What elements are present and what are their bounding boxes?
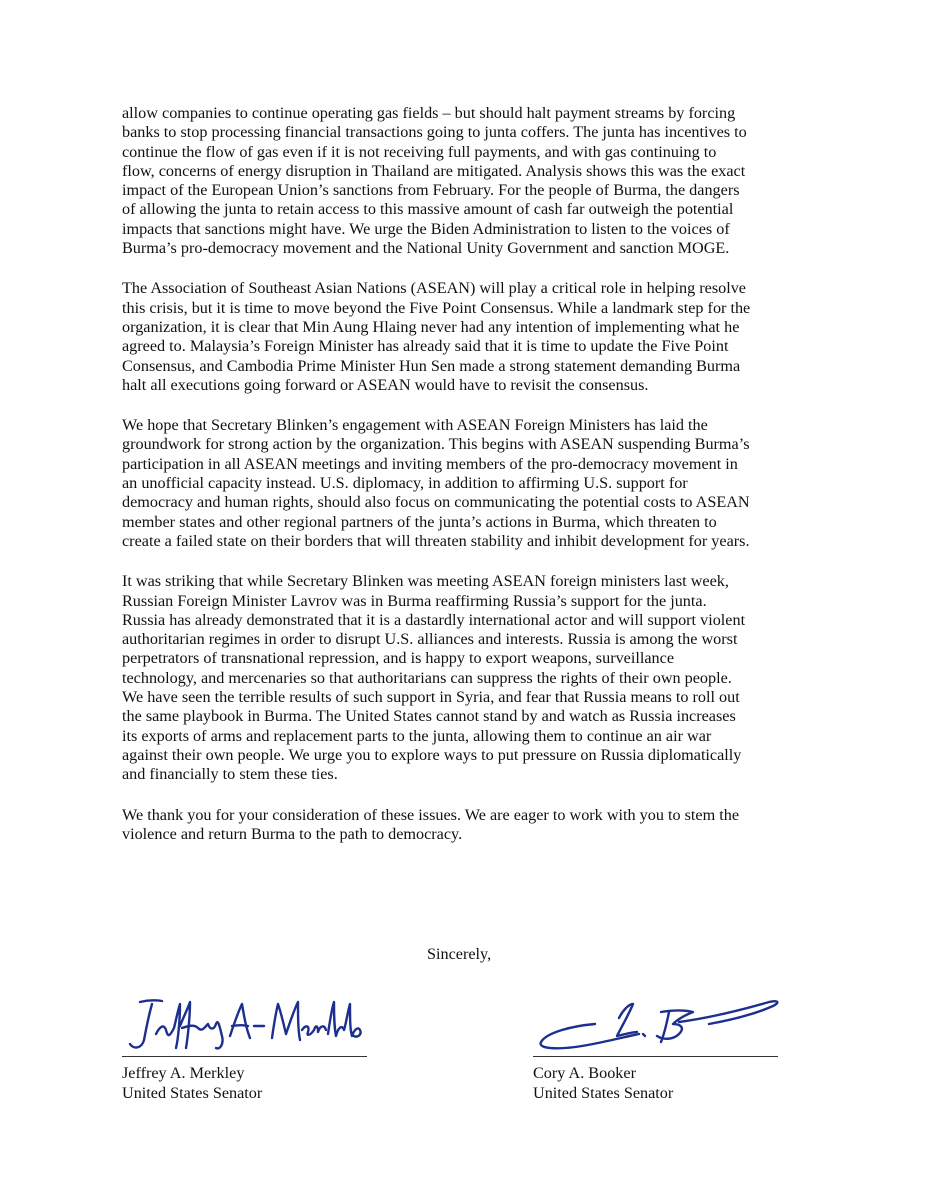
signer-name-booker: Cory A. Booker — [533, 1064, 636, 1082]
signer-name-merkley: Jeffrey A. Merkley — [122, 1064, 245, 1082]
letter-body — [122, 104, 822, 865]
signature-line-merkley — [122, 1056, 367, 1057]
paragraph-blinken-engagement: We hope that Secretary Blinken’s engagement with ASEAN Foreign Ministers has laid the groundwork for strong action by the organization. This begins with ASEAN suspending Burma’s participation in all ASEAN meetings and inviting members of the pro-democracy movement in an unofficial capacity instead. U.S. diplomacy, in addition to affirming U.S. support for democracy and human rights, should also focus on communicating the potential costs to ASEAN member states and other regional partners of the junta’s actions in Burma, which threaten to create a failed state on their borders that will threaten stability and inhibit development for years. — [122, 416, 750, 550]
handwritten-signature-merkley — [122, 990, 372, 1056]
signer-title-booker: United States Senator — [533, 1084, 674, 1102]
paragraph-asean-consensus: The Association of Southeast Asian Nations (ASEAN) will play a critical role in helping resolve this crisis, but it is time to move beyond the Five Point Consensus. While a landmark step for the organization, it is clear that Min Aung Hlaing never had any intention of implementing what he agreed to. Malaysia’s Foreign Minister has already said that it is time to update the Five Point Consensus, and Cambodia Prime Minister Hun Sen made a strong statement demanding Burma halt all executions going forward or ASEAN would have to revisit the consensus. — [122, 279, 751, 394]
paragraph-sanctions-moge: allow companies to continue operating gas fields – but should halt payment streams by forcing banks to stop processing financial transactions going to junta coffers. The junta has incentives to continue the flow of gas even if it is not receiving full payments, and with gas continuing to flow, concerns of energy disruption in Thailand are mitigated. Analysis shows this was the exact impact of the European Union’s sanctions from February. For the people of Burma, the dangers of allowing the junta to retain access to this massive amount of cash far outweigh the potential impacts that sanctions might have. We urge the Biden Administration to listen to the voices of Burma’s pro-democracy movement and the National Unity Government and sanction MOGE. — [122, 104, 747, 258]
paragraph-thanks: We thank you for your consideration of these issues. We are eager to work with you to stem the violence and return Burma to the path to democracy. — [122, 805, 740, 843]
signer-title-merkley: United States Senator — [122, 1084, 263, 1102]
signature-line-booker — [533, 1056, 778, 1057]
paragraph-russia-support: It was striking that while Secretary Blinken was meeting ASEAN foreign ministers last week, Russian Foreign Minister Lavrov was in Burma reaffirming Russia’s support for the junta. Russia has already demonstrated that it is a dastardly international actor and will support violent authoritarian regimes in order to disrupt U.S. alliances and interests. Russia is among the worst perpetrators of transnational repression, and is happy to export weapons, surveillance technology, and mercenaries so that authoritarians can suppress the rights of their own people. We have seen the terrible results of such support in Syria, and fear that Russia means to roll out the same playbook in Burma. The United States cannot stand by and watch as Russia increases its exports of arms and replacement parts to the junta, allowing them to continue an air war against their own people. We urge you to explore ways to put pressure on Russia diplomatically and financially to stem these ties. — [122, 572, 746, 784]
closing-salutation: Sincerely, — [427, 945, 492, 963]
handwritten-signature-booker — [533, 990, 793, 1056]
